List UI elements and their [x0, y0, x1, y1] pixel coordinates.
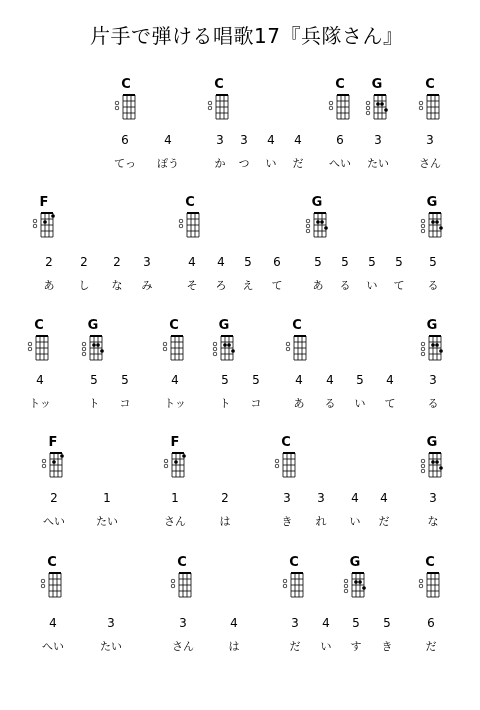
- note-number: 4: [267, 133, 275, 147]
- lyric-syllable: い: [354, 397, 366, 410]
- lyric-syllable: たい: [96, 515, 118, 528]
- note-number: 5: [368, 255, 376, 269]
- chord-diagram-f: [33, 211, 55, 237]
- note-number: 4: [386, 373, 394, 387]
- lyric-syllable: る: [427, 397, 439, 410]
- note-number: 3: [291, 616, 299, 630]
- chord-label: G: [218, 318, 230, 333]
- lyric-syllable: る: [427, 279, 439, 292]
- chord-diagram-g: [421, 334, 443, 360]
- page-title: 片手で弾ける唱歌17『兵隊さん』: [90, 24, 404, 48]
- chord-label: C: [34, 318, 44, 333]
- note-number: 4: [164, 133, 172, 147]
- lyric-syllable: トッ: [164, 397, 186, 410]
- lyric-syllable: て: [271, 279, 283, 292]
- lyric-syllable: へい: [329, 157, 351, 170]
- note-number: 5: [221, 373, 229, 387]
- lyric-syllable: さん: [164, 515, 186, 528]
- note-number: 4: [217, 255, 225, 269]
- chord-diagram-c: [163, 334, 185, 360]
- chord-label: C: [214, 77, 224, 92]
- lyric-syllable: てっ: [114, 157, 136, 170]
- chord-diagram-c: [41, 571, 63, 597]
- note-number: 3: [374, 133, 382, 147]
- note-number: 4: [380, 491, 388, 505]
- chord-diagram-c: [179, 211, 201, 237]
- lyric-syllable: い: [320, 640, 332, 653]
- lyric-syllable: コ: [250, 397, 262, 410]
- chord-diagram-c: [283, 571, 305, 597]
- lyric-syllable: つ: [238, 157, 250, 170]
- chord-diagram-c: [329, 93, 351, 119]
- note-number: 3: [429, 491, 437, 505]
- chord-diagram-c: [171, 571, 193, 597]
- lyric-syllable: る: [339, 279, 351, 292]
- note-number: 4: [295, 373, 303, 387]
- lyric-syllable: き: [381, 640, 393, 653]
- chord-label: C: [169, 318, 179, 333]
- chord-diagram-g: [344, 571, 366, 597]
- note-number: 3: [143, 255, 151, 269]
- chord-label: G: [426, 435, 438, 450]
- note-number: 5: [244, 255, 252, 269]
- lyric-syllable: だ: [425, 640, 437, 653]
- note-number: 3: [179, 616, 187, 630]
- note-number: 3: [240, 133, 248, 147]
- lyric-syllable: さん: [172, 640, 194, 653]
- chord-diagram-g: [366, 93, 388, 119]
- chord-label: G: [371, 77, 383, 92]
- chord-diagram-g: [306, 211, 328, 237]
- chord-label: C: [281, 435, 291, 450]
- lyric-syllable: あ: [312, 279, 324, 292]
- note-number: 5: [314, 255, 322, 269]
- lyric-syllable: ろ: [215, 279, 227, 292]
- lyric-syllable: さん: [419, 157, 441, 170]
- note-number: 1: [103, 491, 111, 505]
- lyric-syllable: い: [349, 515, 361, 528]
- note-number: 5: [395, 255, 403, 269]
- lyric-syllable: す: [350, 640, 362, 653]
- chord-label: C: [121, 77, 131, 92]
- lyric-syllable: たい: [100, 640, 122, 653]
- note-number: 6: [121, 133, 129, 147]
- chord-label: G: [349, 555, 361, 570]
- chord-label: F: [170, 435, 180, 450]
- lyric-syllable: い: [366, 279, 378, 292]
- note-number: 2: [45, 255, 53, 269]
- chord-label: C: [289, 555, 299, 570]
- note-number: 3: [216, 133, 224, 147]
- lyric-syllable: あ: [43, 279, 55, 292]
- lyric-syllable: し: [78, 279, 90, 292]
- lyric-syllable: だ: [378, 515, 390, 528]
- chord-diagram-g: [82, 334, 104, 360]
- note-number: 4: [49, 616, 57, 630]
- chord-label: G: [426, 318, 438, 333]
- lyric-syllable: き: [281, 515, 293, 528]
- chord-diagram-c: [115, 93, 137, 119]
- chord-label: C: [177, 555, 187, 570]
- chord-label: C: [185, 195, 195, 210]
- note-number: 4: [36, 373, 44, 387]
- note-number: 5: [341, 255, 349, 269]
- chord-label: C: [47, 555, 57, 570]
- lyric-syllable: れ: [315, 515, 327, 528]
- lyric-syllable: あ: [293, 397, 305, 410]
- chord-label: C: [292, 318, 302, 333]
- note-number: 4: [171, 373, 179, 387]
- note-number: 5: [356, 373, 364, 387]
- note-number: 6: [427, 616, 435, 630]
- chord-label: G: [426, 195, 438, 210]
- chord-diagram-g: [421, 451, 443, 477]
- chord-diagram-c: [275, 451, 297, 477]
- note-number: 4: [230, 616, 238, 630]
- lyric-syllable: トッ: [29, 397, 51, 410]
- chord-diagram-c: [286, 334, 308, 360]
- lyric-syllable: て: [393, 279, 405, 292]
- note-number: 2: [113, 255, 121, 269]
- lyric-syllable: へい: [42, 640, 64, 653]
- note-number: 3: [317, 491, 325, 505]
- lyric-syllable: そ: [186, 279, 198, 292]
- note-number: 3: [426, 133, 434, 147]
- lyric-syllable: る: [324, 397, 336, 410]
- chord-label: C: [425, 77, 435, 92]
- lyric-syllable: だ: [292, 157, 304, 170]
- note-number: 1: [171, 491, 179, 505]
- chord-label: C: [335, 77, 345, 92]
- lyric-syllable: コ: [119, 397, 131, 410]
- note-number: 6: [336, 133, 344, 147]
- lyric-syllable: み: [141, 279, 153, 292]
- lyric-syllable: ト: [88, 397, 100, 410]
- note-number: 5: [252, 373, 260, 387]
- chord-label: F: [48, 435, 58, 450]
- lyric-syllable: な: [111, 279, 123, 292]
- chord-diagram-c: [419, 571, 441, 597]
- chord-label: F: [39, 195, 49, 210]
- note-number: 4: [326, 373, 334, 387]
- note-number: 2: [50, 491, 58, 505]
- note-number: 4: [294, 133, 302, 147]
- chord-diagram-g: [421, 211, 443, 237]
- note-number: 6: [273, 255, 281, 269]
- lyric-syllable: は: [228, 640, 240, 653]
- lyric-syllable: い: [265, 157, 277, 170]
- chord-diagram-c: [419, 93, 441, 119]
- chord-label: C: [425, 555, 435, 570]
- lyric-syllable: だ: [289, 640, 301, 653]
- chord-diagram-c: [208, 93, 230, 119]
- lyric-syllable: な: [427, 515, 439, 528]
- chord-label: G: [311, 195, 323, 210]
- note-number: 5: [121, 373, 129, 387]
- chord-diagram-f: [164, 451, 186, 477]
- note-number: 4: [351, 491, 359, 505]
- note-number: 5: [429, 255, 437, 269]
- note-number: 4: [188, 255, 196, 269]
- note-number: 4: [322, 616, 330, 630]
- lyric-syllable: ト: [219, 397, 231, 410]
- lyric-syllable: へい: [43, 515, 65, 528]
- lyric-syllable: は: [219, 515, 231, 528]
- chord-label: G: [87, 318, 99, 333]
- lyric-syllable: て: [384, 397, 396, 410]
- note-number: 2: [221, 491, 229, 505]
- note-number: 3: [429, 373, 437, 387]
- chord-diagram-f: [42, 451, 64, 477]
- lyric-syllable: たい: [367, 157, 389, 170]
- note-number: 3: [107, 616, 115, 630]
- lyric-syllable: か: [214, 157, 226, 170]
- note-number: 2: [80, 255, 88, 269]
- chord-diagram-c: [28, 334, 50, 360]
- lyric-syllable: ぽう: [157, 157, 179, 170]
- note-number: 5: [383, 616, 391, 630]
- chord-diagram-g: [213, 334, 235, 360]
- note-number: 5: [90, 373, 98, 387]
- note-number: 3: [283, 491, 291, 505]
- lyric-syllable: え: [242, 279, 254, 292]
- note-number: 5: [352, 616, 360, 630]
